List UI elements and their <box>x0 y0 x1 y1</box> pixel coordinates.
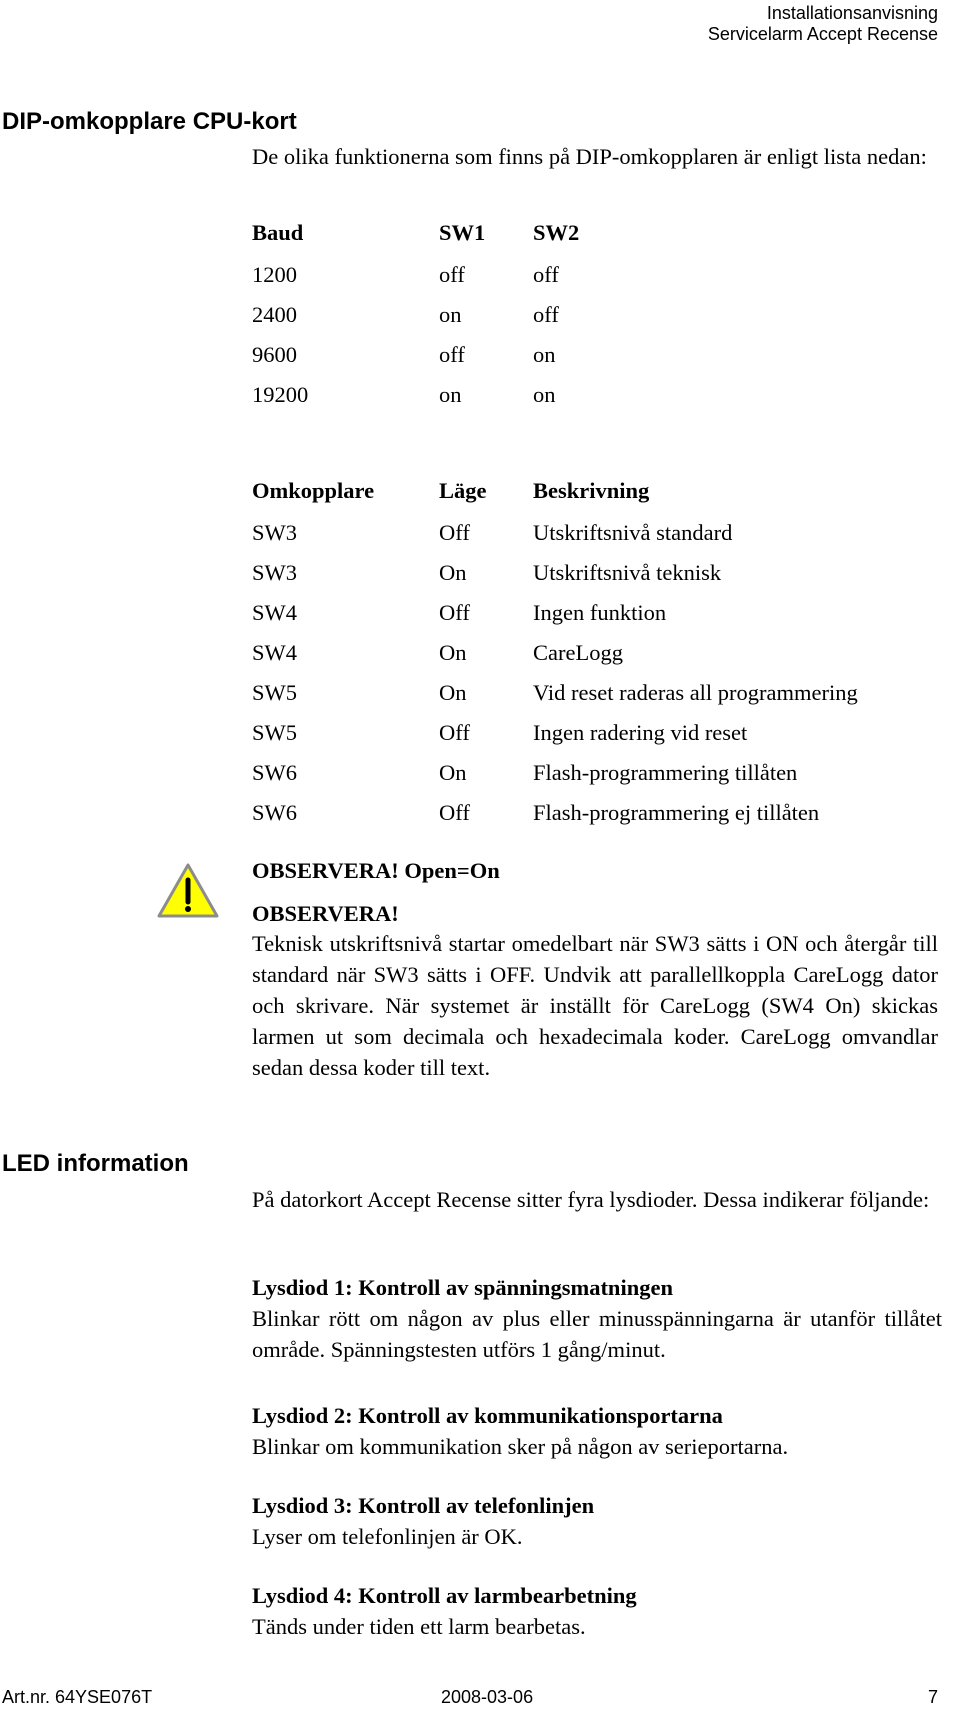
led-intro-text: På datorkort Accept Recense sitter fyra lysdioder. Dessa indikerar följande: <box>252 1187 930 1212</box>
list-item <box>252 1400 942 1462</box>
switch-description: Ingen radering vid reset <box>533 720 748 745</box>
sw1-value: off <box>439 262 465 287</box>
switch-description: Utskriftsnivå teknisk <box>533 560 722 585</box>
baud-value: 19200 <box>252 382 309 407</box>
sw2-value: on <box>533 382 556 407</box>
switch-name: SW5 <box>252 680 297 705</box>
switch-state: On <box>439 760 467 785</box>
baud-header-sw1: SW1 <box>439 220 486 245</box>
switch-state: Off <box>439 600 470 625</box>
switch-state: On <box>439 640 467 665</box>
switch-state: On <box>439 560 467 585</box>
led-item-text: Tänds under tiden ett larm bearbetas. <box>252 1614 586 1639</box>
baud-value: 1200 <box>252 262 297 287</box>
switch-state: On <box>439 680 467 705</box>
baud-header-sw2: SW2 <box>533 220 580 245</box>
switch-name: SW6 <box>252 800 297 825</box>
footer-art-nr: Art.nr. 64YSE076T <box>2 1687 153 1707</box>
note-open-on: OBSERVERA! Open=On <box>252 858 500 883</box>
switch-name: SW4 <box>252 600 297 625</box>
header-doc-title: Installationsanvisning <box>766 3 938 23</box>
led-item-title: Lysdiod 3: Kontroll av telefonlinjen <box>252 1493 595 1518</box>
switch-name: SW6 <box>252 760 297 785</box>
baud-value: 2400 <box>252 302 297 327</box>
list-item <box>252 1580 942 1642</box>
baud-value: 9600 <box>252 342 297 367</box>
sw2-value: off <box>533 302 559 327</box>
note-text: Teknisk utskriftsnivå startar omedelbart när SW3 sätts i ON och återgår till standard när SW3 sätts i OFF. Undvik att parallellkoppla CareLogg dator och skrivare. När systemet är inställt för CareLogg (SW4 On) skickas larmen ut som decimala och hexadecimala koder. CareLogg omvandlar sedan dessa koder till text. <box>252 931 938 1080</box>
switch-description: Vid reset raderas all programmering <box>533 680 858 705</box>
section-title-led: LED information <box>2 1150 189 1177</box>
switch-header-beskrivning: Beskrivning <box>533 478 650 503</box>
sw2-value: on <box>533 342 556 367</box>
led-item-text: Blinkar rött om någon av plus eller minusspänningarna är utanför tillåtet område. Spänningstesten utförs 1 gång/minut. <box>252 1306 942 1362</box>
baud-header-baud: Baud <box>252 220 304 245</box>
note-title: OBSERVERA! <box>252 901 399 926</box>
switch-name: SW3 <box>252 560 297 585</box>
switch-description: Flash-programmering ej tillåten <box>533 800 820 825</box>
warning-triangle-icon <box>156 862 220 920</box>
led-item-text: Lyser om telefonlinjen är OK. <box>252 1524 523 1549</box>
switch-state: Off <box>439 720 470 745</box>
sw1-value: on <box>439 302 462 327</box>
section-title-dip: DIP-omkopplare CPU-kort <box>2 108 297 135</box>
footer-page-number: 7 <box>927 1687 938 1707</box>
list-item <box>252 1272 942 1365</box>
switch-name: SW3 <box>252 520 297 545</box>
sw1-value: on <box>439 382 462 407</box>
switch-state: Off <box>439 800 470 825</box>
led-item-text: Blinkar om kommunikation sker på någon av serieportarna. <box>252 1434 789 1459</box>
switch-header-lage: Läge <box>439 478 487 503</box>
switch-description: Utskriftsnivå standard <box>533 520 733 545</box>
led-item-title: Lysdiod 1: Kontroll av spänningsmatningen <box>252 1275 673 1300</box>
switch-description: Ingen funktion <box>533 600 667 625</box>
dip-intro-text: De olika funktionerna som finns på DIP-omkopplaren är enligt lista nedan: <box>252 144 927 169</box>
sw1-value: off <box>439 342 465 367</box>
switch-name: SW4 <box>252 640 297 665</box>
footer-date: 2008-03-06 <box>441 1687 534 1707</box>
header-product-name: Servicelarm Accept Recense <box>707 24 938 44</box>
led-item-title: Lysdiod 2: Kontroll av kommunikationsportarna <box>252 1403 723 1428</box>
led-item-title: Lysdiod 4: Kontroll av larmbearbetning <box>252 1583 637 1608</box>
switch-name: SW5 <box>252 720 297 745</box>
switch-state: Off <box>439 520 470 545</box>
switch-description: Flash-programmering tillåten <box>533 760 798 785</box>
switch-description: CareLogg <box>533 640 623 665</box>
switch-header-omkopplare: Omkopplare <box>252 478 375 503</box>
list-item <box>252 1490 942 1552</box>
sw2-value: off <box>533 262 559 287</box>
